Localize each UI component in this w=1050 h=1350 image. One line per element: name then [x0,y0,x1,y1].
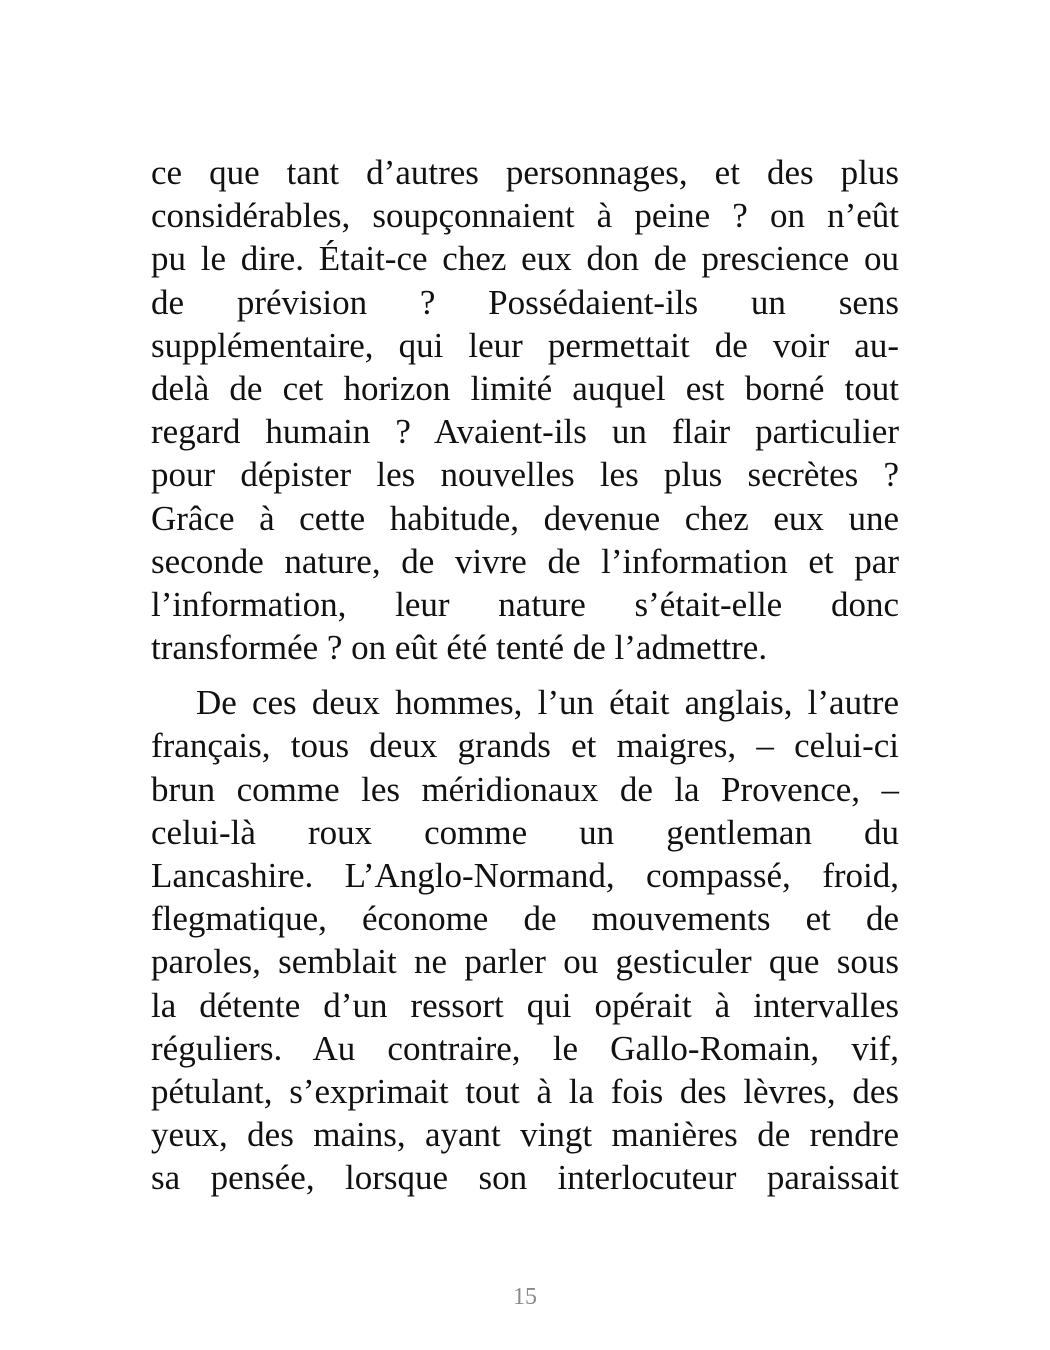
text-line: ce que tant d’autres personnages, et des plus [151,153,899,192]
text-line: yeux, des mains, ayant vingt manières de rendre [151,1115,899,1155]
text-line: pétulant, s’exprimait tout à la fois des lèvres, des [151,1071,899,1111]
text-line: réguliers. Au contraire, le Gallo-Romain, vif, [151,1028,899,1068]
text-line: flegmatique, économe de mouvements et de [151,899,899,939]
text-line: seconde nature, de vivre de l’information et par [151,541,899,581]
text-line: regard humain ? Avaient-ils un flair particulier [151,412,899,452]
paragraph-1 [151,151,899,669]
text-line: l’information, leur nature s’était-elle donc [151,584,899,624]
text-line: français, tous deux grands et maigres, – celui-ci [151,726,899,766]
text-line: Lancashire. L’Anglo-Normand, compassé, froid, [151,856,899,895]
paragraph-2 [151,681,899,1199]
body-text [151,151,899,1200]
text-line: de prévision ? Possédaient-ils un sens [151,282,899,322]
text-line: celui-là roux comme un gentleman du [151,812,899,852]
text-line: supplémentaire, qui leur permettait de voir au- [151,325,899,365]
text-line: paroles, semblait ne parler ou gesticuler que sous [151,942,899,982]
text-line: sa pensée, lorsque son interlocuteur paraissait [151,1158,899,1198]
text-line: delà de cet horizon limité auquel est borné tout [151,368,899,408]
paragraph-spacing [151,669,899,681]
text-line: considérables, soupçonnaient à peine ? on n’eût [151,196,899,236]
text-line: pour dépister les nouvelles les plus secrètes ? [151,455,899,495]
text-line: brun comme les méridionaux de la Provence, – [151,769,899,809]
text-line: la détente d’un ressort qui opérait à intervalles [151,985,899,1025]
text-line: Grâce à cette habitude, devenue chez eux une [151,498,899,538]
page-number: 15 [513,1284,537,1310]
text-line: pu le dire. Était-ce chez eux don de prescience ou [151,239,899,279]
text-line: De ces deux hommes, l’un était anglais, l’autre [196,683,899,723]
text-line: transformée ? on eût été tenté de l’admettre. [151,628,768,668]
